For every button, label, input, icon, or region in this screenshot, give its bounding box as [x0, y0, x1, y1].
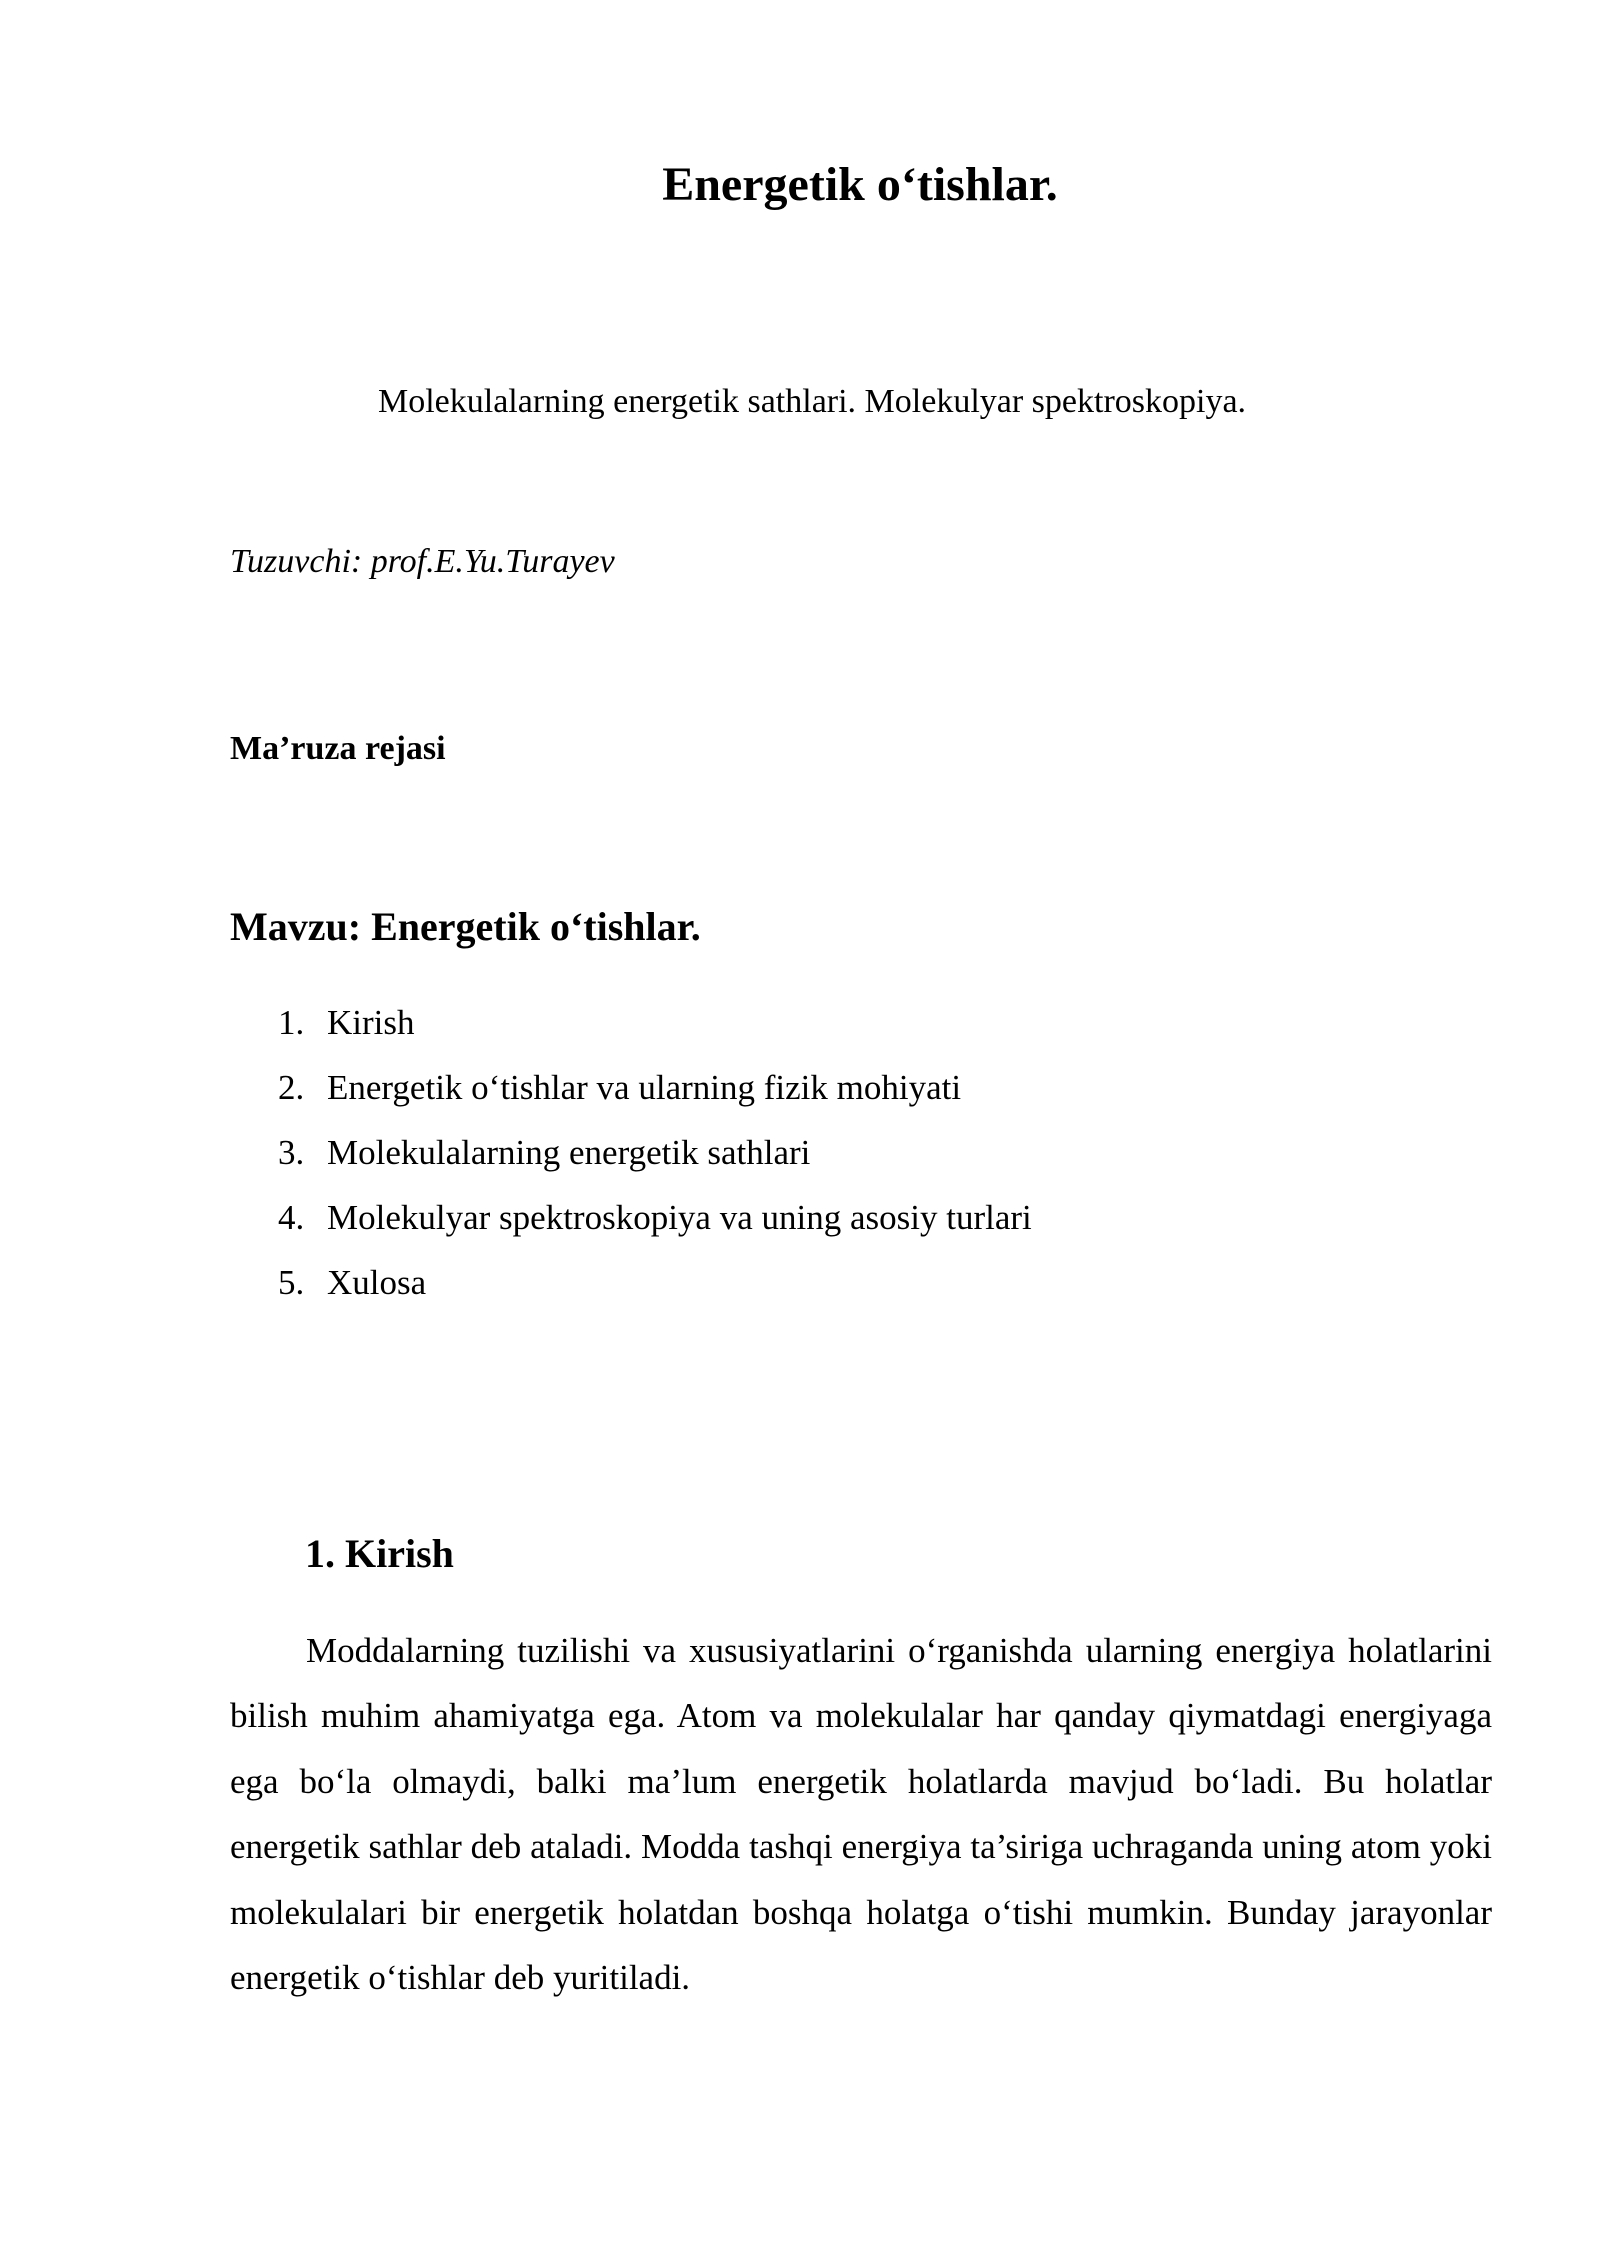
author-line: Tuzuvchi: prof.E.Yu.Turayev — [230, 543, 615, 580]
plan-list-item — [230, 990, 1032, 1055]
plan-item-number: 2. — [278, 1068, 305, 1107]
section-heading-introduction: 1. Kirish — [305, 1531, 454, 1576]
plan-item-number: 3. — [278, 1133, 305, 1172]
document-title: Energetik o‘tishlar. — [662, 158, 1058, 211]
plan-list — [230, 990, 1032, 1315]
plan-list-item — [230, 1120, 1032, 1185]
plan-list-item — [230, 1250, 1032, 1315]
plan-item-text: Kirish — [327, 1003, 415, 1042]
plan-item-number: 1. — [278, 1003, 305, 1042]
document-subtitle: Molekulalarning energetik sathlari. Molekulyar spektroskopiya. — [378, 383, 1247, 420]
plan-item-number: 5. — [278, 1263, 305, 1302]
plan-item-text: Molekulyar spektroskopiya va uning asosiy turlari — [327, 1198, 1032, 1237]
lecture-plan-heading: Ma’ruza rejasi — [230, 730, 446, 767]
plan-list-item — [230, 1055, 1032, 1120]
plan-item-text: Energetik o‘tishlar va ularning fizik mohiyati — [327, 1068, 962, 1107]
plan-list-item — [230, 1185, 1032, 1250]
plan-item-number: 4. — [278, 1198, 305, 1237]
plan-item-text: Molekulalarning energetik sathlari — [327, 1133, 811, 1172]
introduction-paragraph: Moddalarning tuzilishi va xususiyatlarini o‘rganishda ularning energiya holatlarini bilish muhim ahamiyatga ega. Atom va molekulalar har qanday qiymatdagi energiyaga ega bo‘la olmaydi, balki ma’lum energetik holatlarda mavjud bo‘ladi. Bu holatlar energetik sathlar deb ataladi. Modda tashqi energiya ta’siriga uchraganda uning atom yoki molekulalari bir energetik holatdan boshqa holatga o‘tishi mumkin. Bunday jarayonlar energetik o‘tishlar deb yuritiladi. — [230, 1631, 1492, 1998]
topic-heading: Mavzu: Energetik o‘tishlar. — [230, 904, 701, 949]
plan-item-text: Xulosa — [327, 1263, 427, 1302]
